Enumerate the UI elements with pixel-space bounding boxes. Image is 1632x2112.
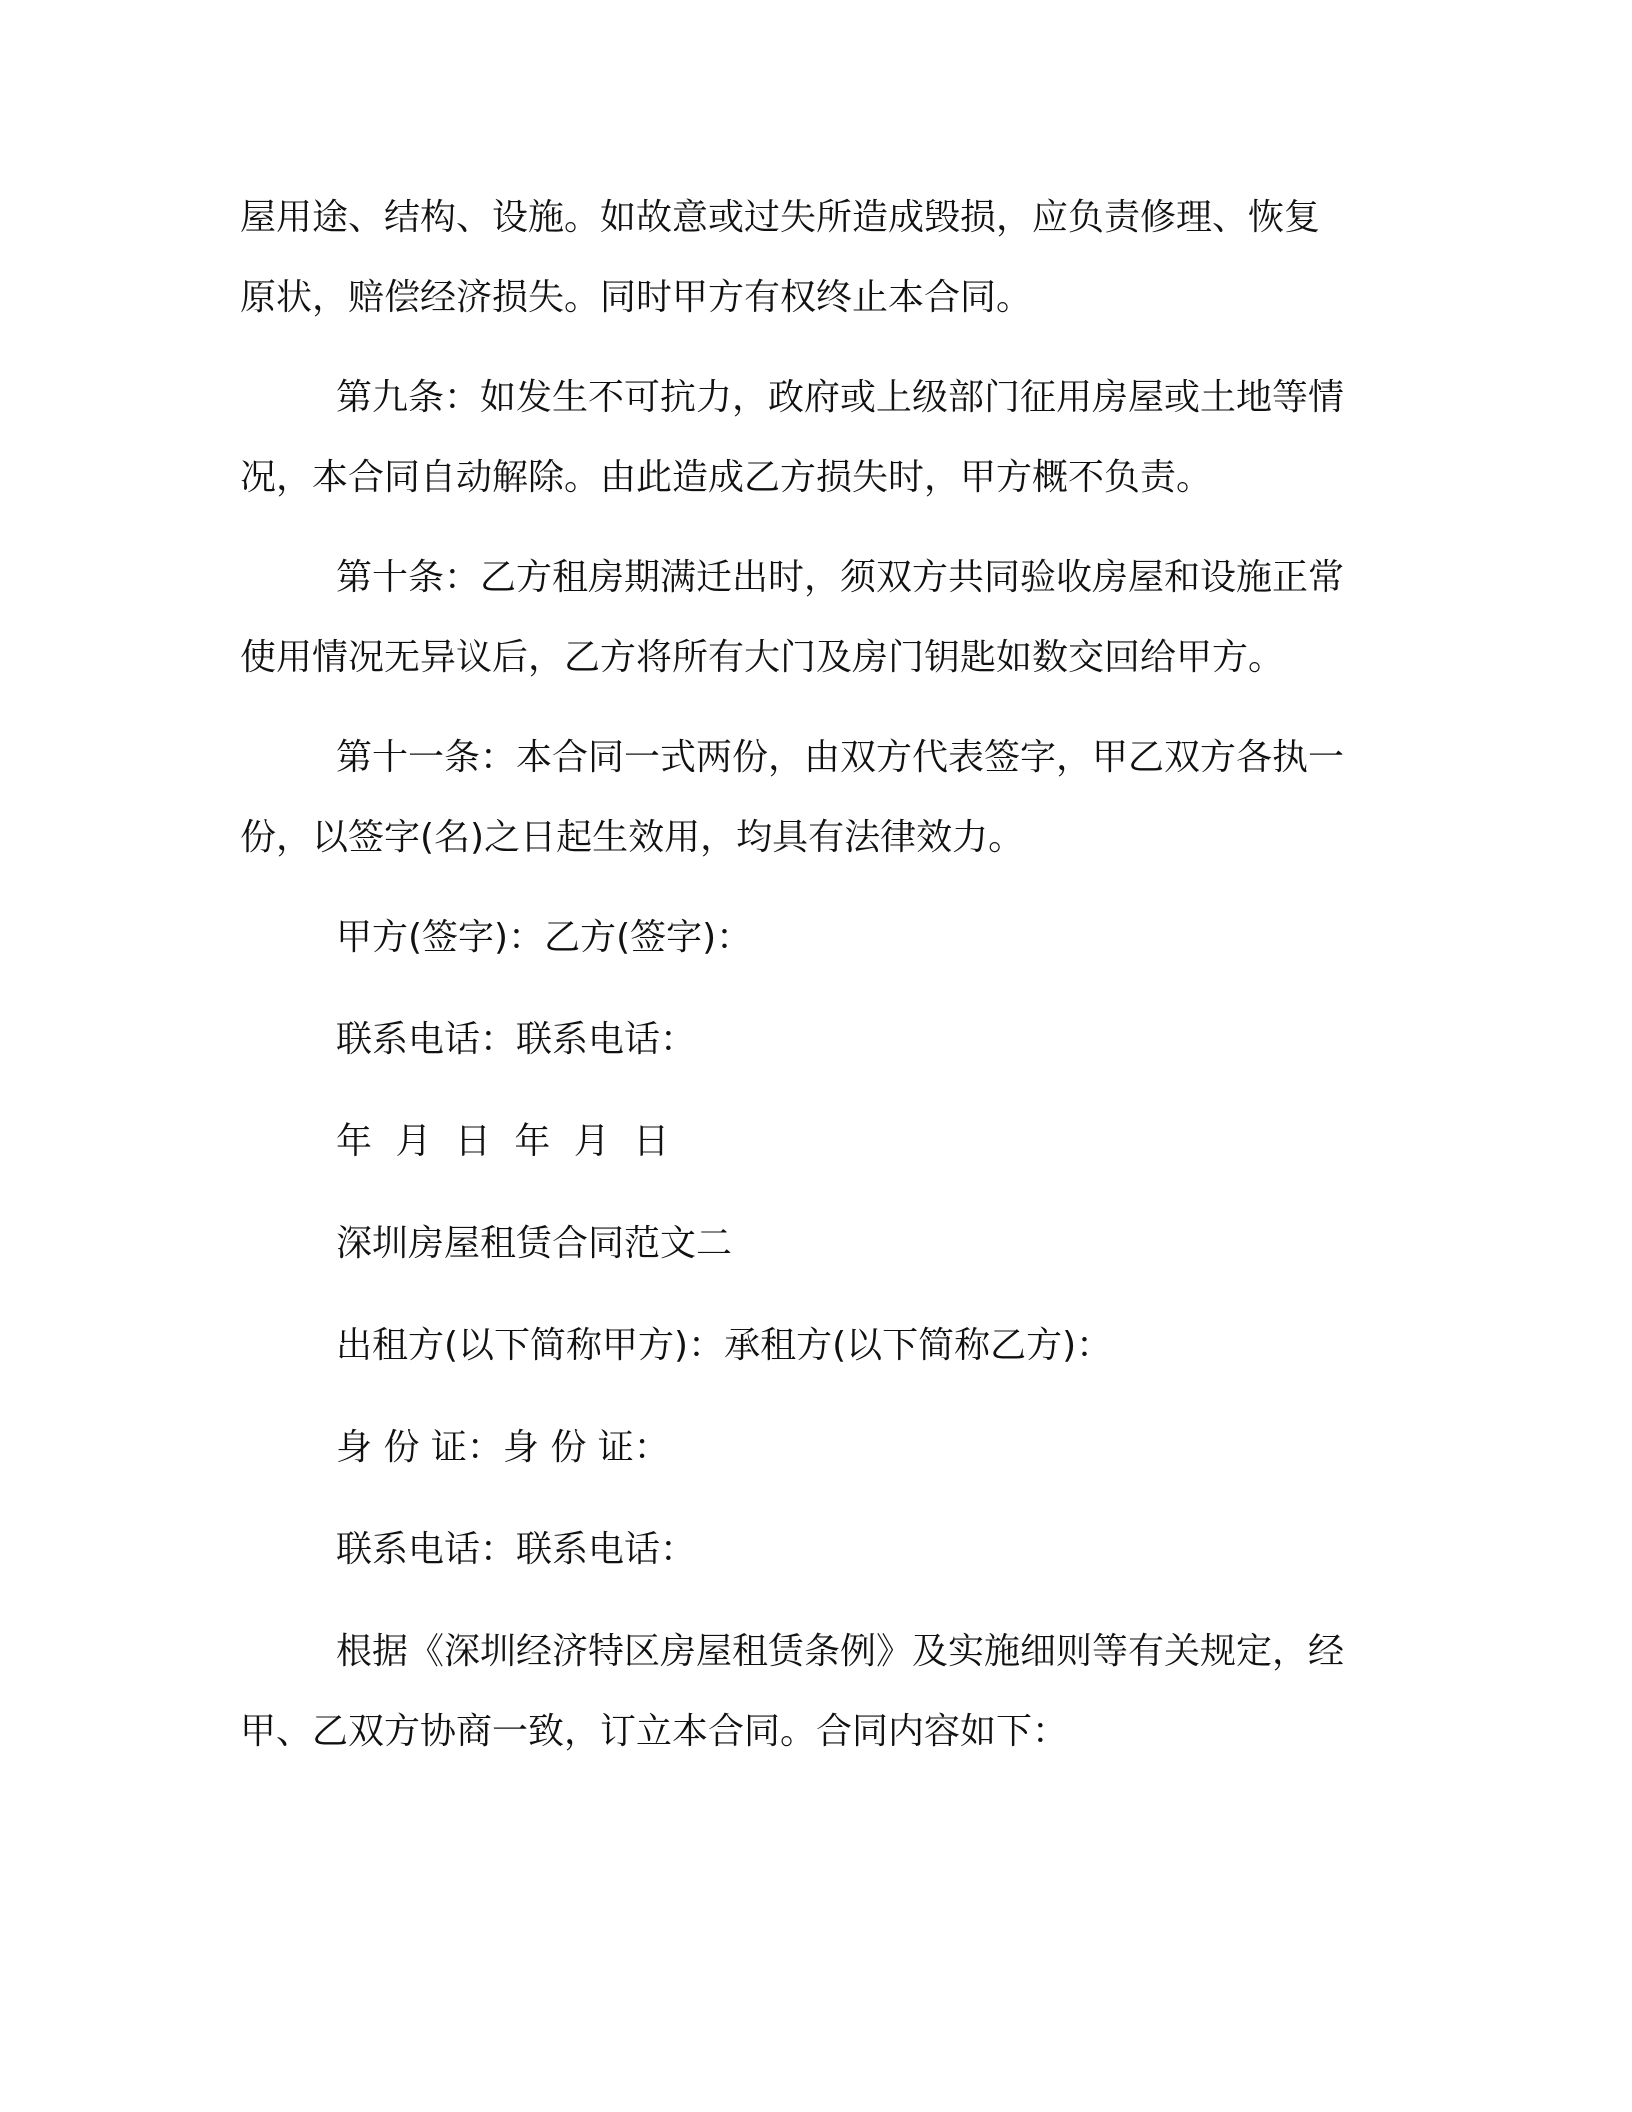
text-line: 身 份 证：身 份 证： [336, 1427, 670, 1468]
paragraph-contact-phones-2 [240, 1510, 1390, 1590]
text-line: 甲、乙双方协商一致，订立本合同。合同内容如下： [240, 1711, 1069, 1752]
text-line: 年 月 日 年 月 日 [336, 1121, 676, 1162]
text-line: 况，本合同自动解除。由此造成乙方损失时，甲方概不负责。 [240, 457, 1213, 498]
paragraph-contact-phones [240, 1000, 1390, 1080]
text-line: 屋用途、结构、设施。如故意或过失所造成毁损，应负责修理、恢复 [240, 197, 1321, 238]
paragraph-article-9 [240, 358, 1390, 518]
paragraph-legal-basis [240, 1612, 1390, 1772]
text-line: 甲方(签字)：乙方(签字)： [336, 917, 753, 958]
paragraph-dates [240, 1102, 1390, 1182]
text-line: 根据《深圳经济特区房屋租赁条例》及实施细则等有关规定，经 [336, 1631, 1345, 1672]
paragraph-damage-liability [240, 178, 1390, 338]
paragraph-parties [240, 1306, 1390, 1386]
text-line: 第十一条：本合同一式两份，由双方代表签字，甲乙双方各执一 [336, 737, 1345, 778]
section-title [240, 1204, 1390, 1284]
text-line: 深圳房屋租赁合同范文二 [336, 1223, 733, 1264]
text-line: 份，以签字(名)之日起生效用，均具有法律效力。 [240, 817, 1025, 858]
text-line: 使用情况无异议后，乙方将所有大门及房门钥匙如数交回给甲方。 [240, 637, 1285, 678]
text-line: 出租方(以下简称甲方)：承租方(以下简称乙方)： [336, 1325, 1113, 1366]
text-line: 第九条：如发生不可抗力，政府或上级部门征用房屋或土地等情 [336, 377, 1345, 418]
paragraph-article-10 [240, 538, 1390, 698]
text-line: 联系电话：联系电话： [336, 1019, 697, 1060]
text-line: 原状，赔偿经济损失。同时甲方有权终止本合同。 [240, 277, 1033, 318]
paragraph-article-11 [240, 718, 1390, 878]
paragraph-signatures [240, 898, 1390, 978]
text-line: 联系电话：联系电话： [336, 1529, 697, 1570]
paragraph-id-cards [240, 1408, 1390, 1488]
text-line: 第十条：乙方租房期满迁出时，须双方共同验收房屋和设施正常 [336, 557, 1345, 598]
